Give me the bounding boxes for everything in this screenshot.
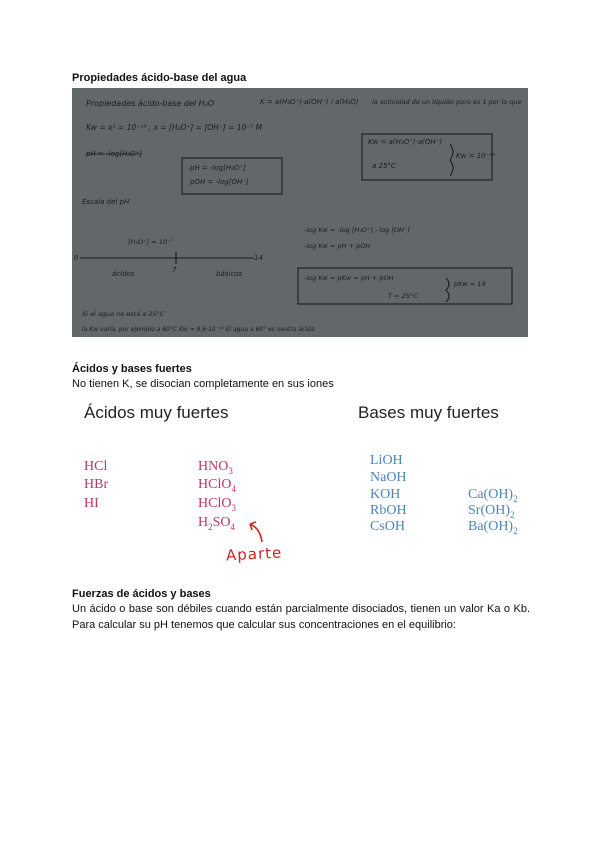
acid-formula: HBr <box>84 477 109 492</box>
formula-subscript: 2 <box>513 493 518 504</box>
section-title-fuertes: Ácidos y bases fuertes <box>72 363 192 375</box>
base-formula: CsOH <box>370 519 406 534</box>
note-line: 7 <box>172 266 177 274</box>
formula-subscript: 2 <box>510 509 515 520</box>
note-line: Kw = 10⁻¹⁴ <box>456 152 495 160</box>
annotation-aparte: Aparte <box>225 543 283 565</box>
formula-subscript: 4 <box>230 521 236 532</box>
note-line: básicos <box>216 270 243 278</box>
formula-subscript: 2 <box>208 521 213 532</box>
formula-subscript: 2 <box>513 525 518 536</box>
section-title-fuerzas: Fuerzas de ácidos y bases <box>72 588 211 600</box>
note-line: -log Kw = -log [H₃O⁺] - log [OH⁻] <box>304 226 410 234</box>
acid-formula <box>198 459 233 479</box>
formula-subscript: 3 <box>228 465 233 476</box>
base-formula <box>468 519 518 539</box>
note-line: -log Kw = pH + pOH <box>304 242 371 250</box>
formula-base: Ca(OH) <box>468 487 514 502</box>
note-line: a 25°C <box>372 162 396 170</box>
base-formula: NaOH <box>370 470 407 485</box>
note-line: pKw = 14 <box>454 280 486 288</box>
note-line: ácidos <box>112 270 135 278</box>
acid-formula <box>198 515 235 535</box>
base-formula: LiOH <box>370 453 403 468</box>
note-line: Kw = x² = 10⁻¹⁴ ; x = [H₃O⁺] = [OH⁻] = 10⁻⁷ M <box>86 123 263 132</box>
note-line: pH = -log[H₃O⁺] <box>86 150 142 158</box>
formula-base: HClO <box>198 477 232 492</box>
acid-formula: HCl <box>84 459 108 474</box>
note-line: 14 <box>254 254 263 262</box>
formula-base: SO <box>212 515 231 530</box>
formula-subscript: 3 <box>231 502 236 513</box>
formula-base: HClO <box>198 496 232 511</box>
base-formula: KOH <box>370 487 401 502</box>
note-line: T = 25°C <box>388 292 418 300</box>
formula-base: Ba(OH) <box>468 519 514 534</box>
formula-subscript: 4 <box>231 483 236 494</box>
base-formula: RbOH <box>370 503 407 518</box>
note-line: pOH = -log[OH⁻] <box>190 178 249 186</box>
note-line: [H₃O⁺] = 10⁻⁷ <box>128 238 173 246</box>
acids-heading: Ácidos muy fuertes <box>84 403 229 422</box>
note-line: -log Kw = pKw = pH + pOH <box>304 274 394 282</box>
acid-formula <box>198 477 236 497</box>
formula-base: HNO <box>198 459 229 474</box>
formula-prefix: H <box>198 515 209 530</box>
note-line: Propiedades ácido-base del H₂O <box>86 99 215 108</box>
note-line: Escala del pH <box>82 198 130 206</box>
note-line: la Kw varía, por ejemplo a 60°C Kw = 9,6·10⁻¹⁴ El agua a 60° es neutra ácida <box>82 326 315 333</box>
note-line: Kw = a(H₃O⁺)·a(OH⁻) <box>368 138 443 146</box>
note-line: pH = -log[H₃O⁺] <box>190 164 246 172</box>
section-title-agua: Propiedades ácido-base del agua <box>72 72 247 84</box>
note-line: la actividad de un líquido puro es 1 por lo que <box>372 98 522 106</box>
formula-base: Sr(OH) <box>468 503 510 518</box>
arrow-icon <box>240 514 280 548</box>
bases-heading: Bases muy fuertes <box>358 403 499 422</box>
acid-formula: HI <box>84 496 99 511</box>
section-text-fuerzas: Un ácido o base son débiles cuando están parcialmente disociados, tienen un valor Ka o Kb. Para calcular su pH tenemos que calcular sus concentraciones en el equilibrio: <box>72 603 530 631</box>
note-line: 0 <box>74 254 79 262</box>
note-line: Si el agua no está a 25°C <box>82 310 165 318</box>
note-line: K = a(H₃O⁺)·a(OH⁻) / a(H₂O) <box>260 98 359 106</box>
acid-formula <box>198 496 236 516</box>
section-text-fuertes: No tienen K, se disocian completamente en sus iones <box>72 378 334 390</box>
notebook-photo <box>72 88 528 337</box>
